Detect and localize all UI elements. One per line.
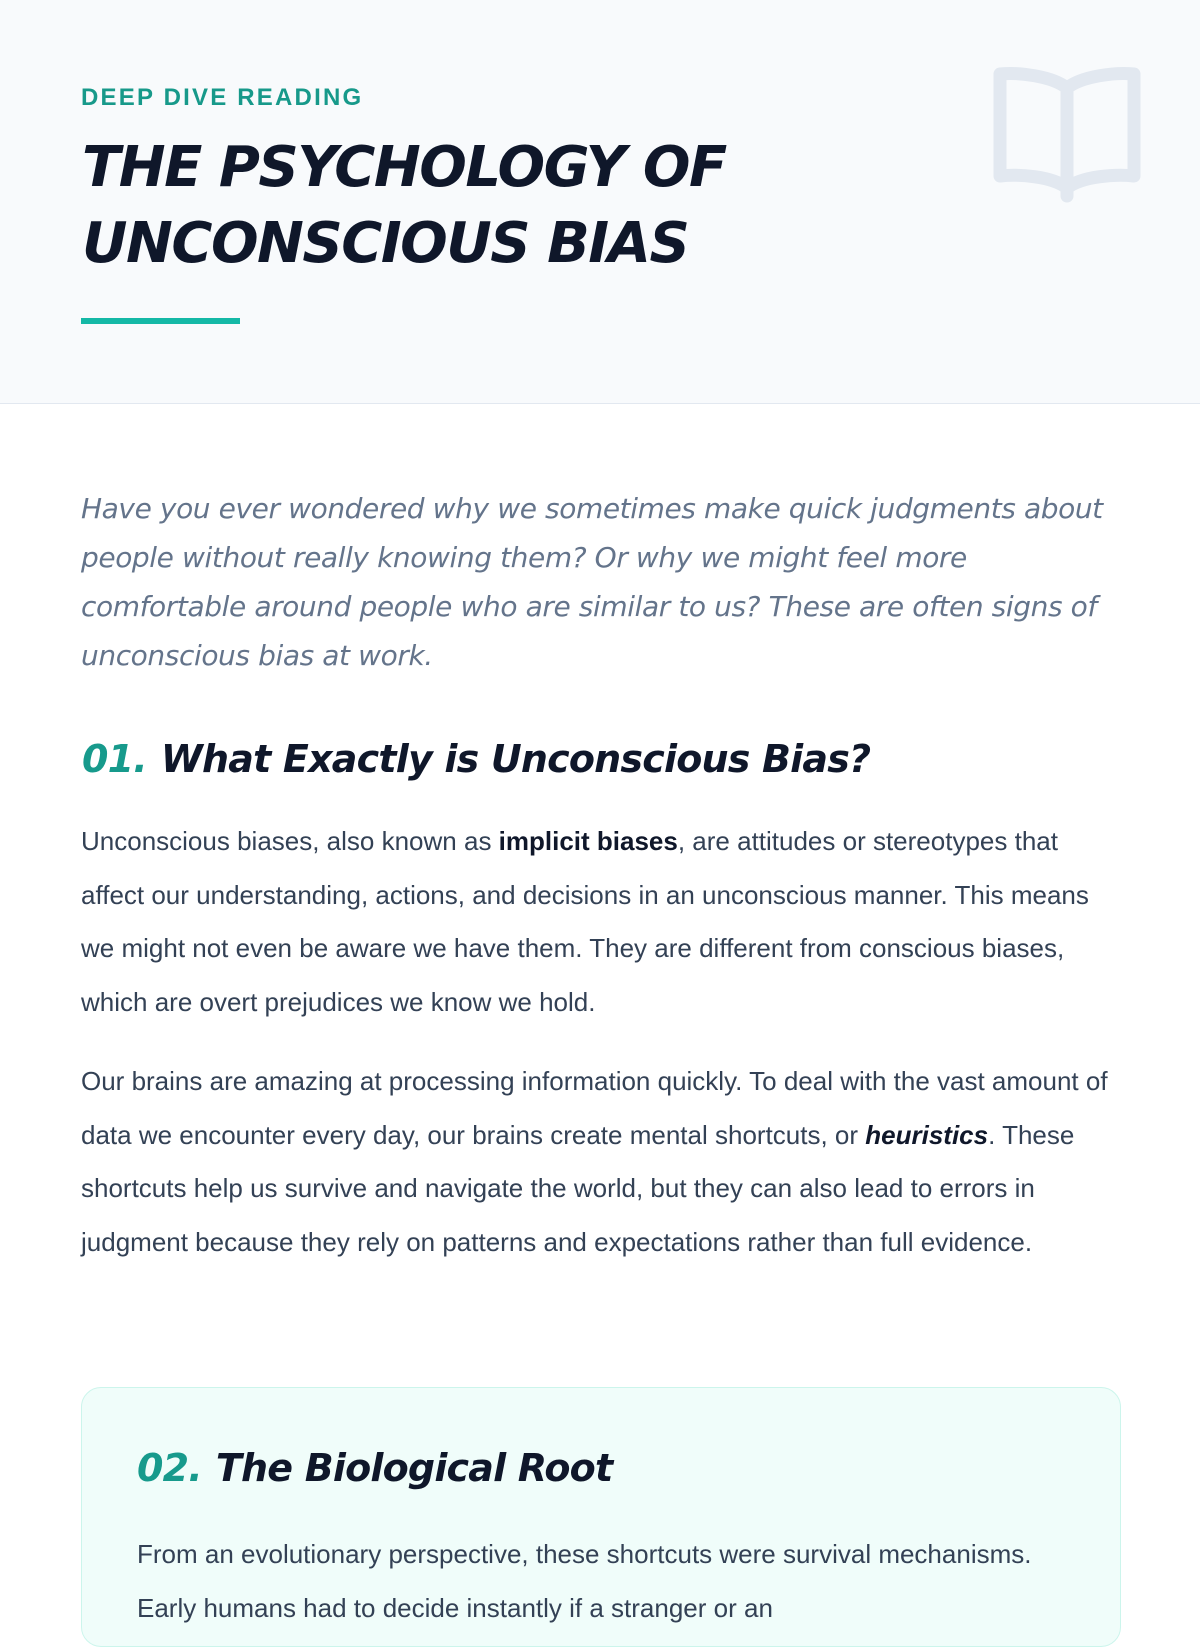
highlight-card-biological-root (81, 1387, 1121, 1647)
body-paragraph (81, 1055, 1121, 1269)
page-title: THE PSYCHOLOGY OF UNCONSCIOUS BIAS (82, 135, 726, 276)
eyebrow-label: DEEP DIVE READING (81, 84, 364, 111)
body-paragraph: From an evolutionary perspective, these shortcuts were survival mechanisms. Early humans had to decide instantly if a stranger or an (137, 1539, 1032, 1623)
section-title: The Biological Root (215, 1446, 613, 1490)
paragraph-text: . These shortcuts help us survive and navigate the world, but they can also lead to errors in judgment because they rely on patterns and expectations rather than full evidence. (81, 1119, 1075, 1257)
section-heading-what-is-bias (82, 736, 870, 782)
body-paragraph (81, 815, 1121, 1029)
section-heading-biological-root (137, 1445, 612, 1491)
article-header (0, 0, 1200, 404)
key-term-implicit-biases: implicit biases (498, 826, 678, 856)
book-open-icon (990, 64, 1144, 204)
section-number: 02. (137, 1446, 202, 1490)
section-title: What Exactly is Unconscious Bias? (160, 737, 871, 781)
paragraph-text: , are attitudes or stereotypes that affect our understanding, actions, and decisions in an unconscious manner. This means we might not even be aware we have them. They are different from conscious biases, which are overt prejudices we know we hold. (81, 826, 1089, 1017)
intro-paragraph: Have you ever wondered why we sometimes make quick judgments about people without really knowing them? Or why we might feel more comfortable around people who are similar to us? These are often signs of unconscious bias at work. (81, 492, 1103, 672)
key-term-heuristics: heuristics (865, 1119, 989, 1150)
title-accent-divider (81, 318, 240, 324)
paragraph-text: Unconscious biases, also known as (81, 826, 499, 856)
paragraph-text: Our brains are amazing at processing information quickly. To deal with the vast amount of data we encounter every day, our brains create mental shortcuts, or (81, 1066, 1108, 1150)
section-number: 01. (82, 737, 147, 781)
